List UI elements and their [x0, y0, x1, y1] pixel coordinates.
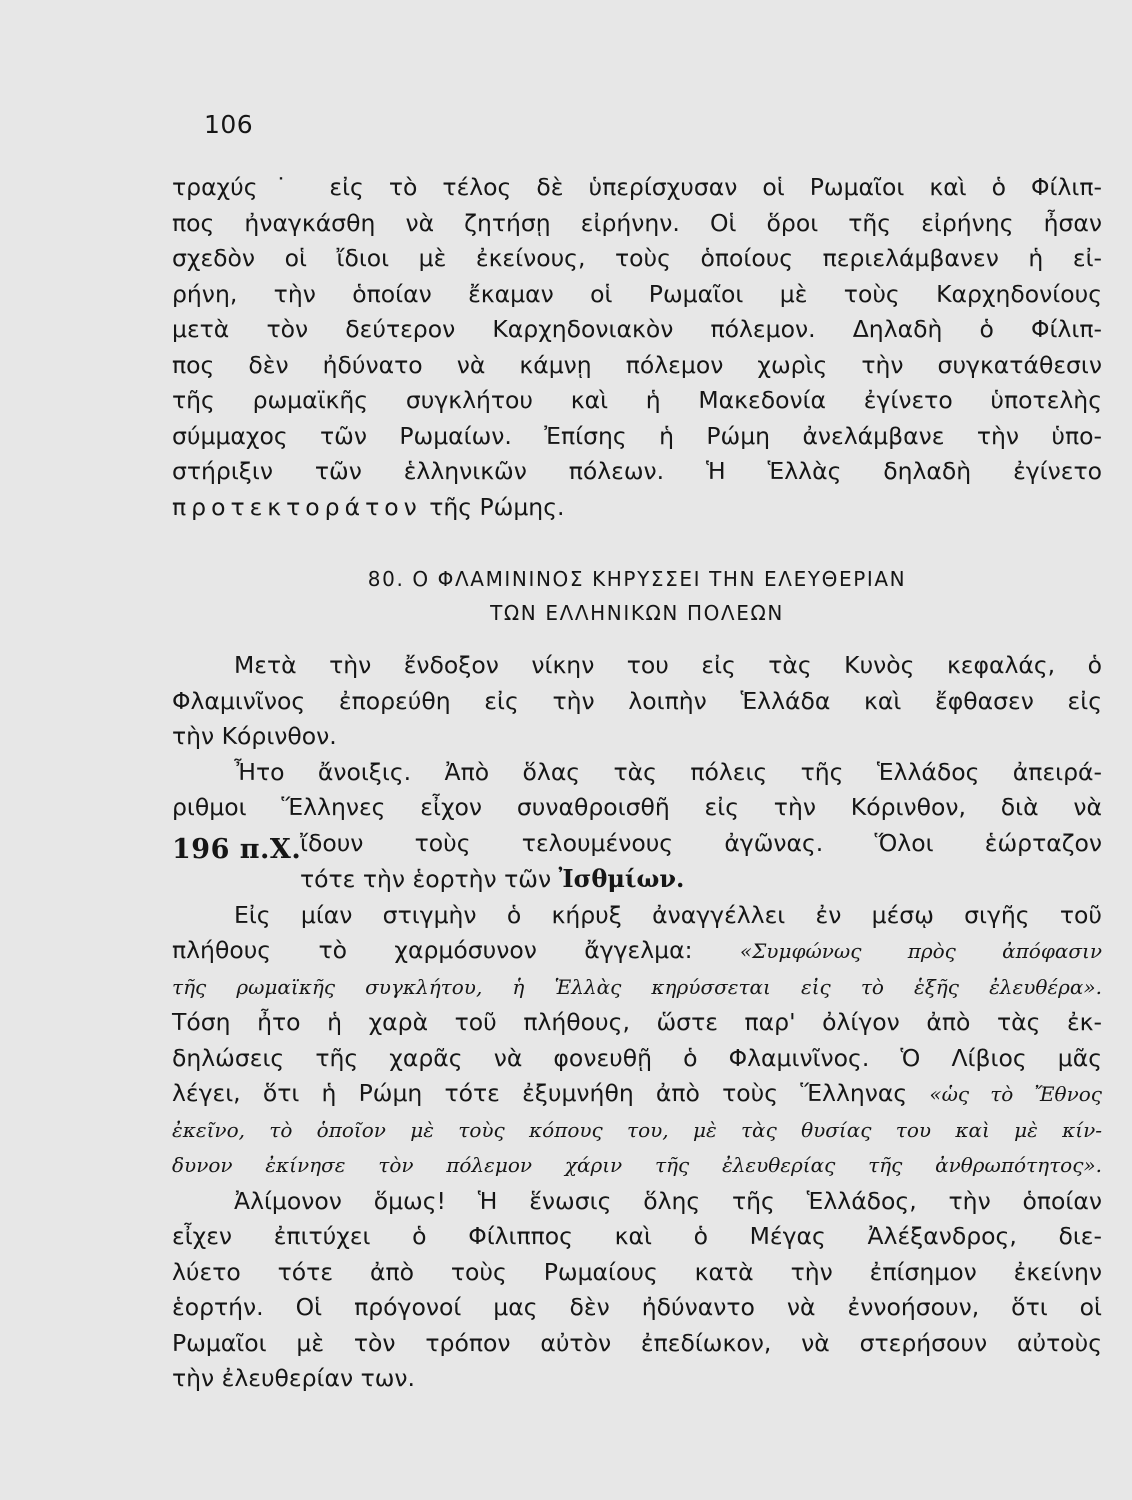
text-line: ἴδουν τοὺς τελουμένους ἀγῶνας. Ὅλοι ἑώρταζον: [300, 828, 1102, 857]
text-line: τὴν Κόρινθον.: [172, 722, 337, 750]
spaced-word: προτεκτοράτον: [172, 492, 422, 521]
intro-paragraph: [172, 170, 1102, 525]
text-line: μετὰ τὸν δεύτερον Καρχηδονιακὸν πόλεμον. Δηλαδὴ ὁ Φίλιπ-: [172, 315, 1102, 343]
page-number: 106: [204, 110, 254, 139]
text-line: Φλαμινῖνος ἐπορεύθη εἰς τὴν λοιπὴν Ἑλλάδα καὶ ἔφθασεν εἰς: [172, 686, 1102, 715]
section-body: [172, 648, 1102, 1397]
quote-fragment: «Συμφώνως πρὸς ἀπόφασιν: [739, 939, 1102, 963]
emphasized-word: Ἰσθμίων.: [558, 864, 685, 893]
quote-fragment: «ὡς τὸ Ἔθνος: [929, 1082, 1102, 1106]
text-line: ριθμοι Ἕλληνες εἶχον συναθροισθῆ εἰς τὴν Κόρινθον, διὰ νὰ: [172, 793, 1102, 821]
text-line: [172, 490, 1102, 526]
text-line: [172, 933, 1102, 970]
margin-date-note: 196 π.Χ.: [172, 833, 302, 865]
text-line: [172, 861, 1102, 898]
text-line: Ἀλίμονον ὅμως! Ἡ ἕνωσις ὅλης τῆς Ἑλλάδος, τὴν ὁποίαν: [234, 1186, 1102, 1215]
text-line: Ἦτο ἄνοιξις. Ἀπὸ ὅλας τὰς πόλεις τῆς Ἑλλάδος ἀπειρά-: [234, 757, 1102, 786]
text-fragment: πλήθους τὸ χαρμόσυνον ἄγγελμα:: [172, 936, 740, 964]
quote-line: δυνον ἐκίνησε τὸν πόλεμον χάριν τῆς ἐλευθερίας τῆς ἀνθρωπότητος».: [172, 1153, 1102, 1177]
text-fragment: τῆς Ρώμης.: [421, 492, 565, 521]
margin-note-row: [172, 826, 1102, 898]
text-line: πος ἠναγκάσθη νὰ ζητήσῃ εἰρήνην. Οἱ ὅροι τῆς εἰρήνης ἦσαν: [172, 208, 1102, 237]
section-heading: 80. Ο ΦΛΑΜΙΝΙΝΟΣ ΚΗΡΥΣΣΕΙ ΤΗΝ ΕΛΕΥΘΕΡΙΑΝ: [367, 567, 907, 591]
text-line: Ρωμαῖοι μὲ τὸν τρόπον αὐτὸν ἐπεδίωκον, νὰ στερήσουν αὐτοὺς: [172, 1328, 1102, 1357]
text-line: σύμμαχος τῶν Ρωμαίων. Ἐπίσης ἡ Ρώμη ἀνελάμβανε τὴν ὑπο-: [172, 421, 1102, 450]
text-line: πος δὲν ἠδύνατο νὰ κάμνῃ πόλεμον χωρὶς τὴν συγκατάθεσιν: [172, 350, 1102, 379]
text-line: στήριξιν τῶν ἑλληνικῶν πόλεων. Ἡ Ἑλλὰς δηλαδὴ ἐγίνετο: [172, 457, 1102, 485]
quote-line: ἐκεῖνο, τὸ ὁποῖον μὲ τοὺς κόπους του, μὲ τὰς θυσίας του καὶ μὲ κίν-: [172, 1117, 1102, 1142]
text-line: Εἰς μίαν στιγμὴν ὁ κήρυξ ἀναγγέλλει ἐν μέσῳ σιγῆς τοῦ: [234, 900, 1102, 929]
text-line: Τόση ἦτο ἡ χαρὰ τοῦ πλήθους, ὥστε παρ' ὀλίγον ἀπὸ τὰς ἐκ-: [172, 1008, 1102, 1036]
text-line: τραχύς˙ εἰς τὸ τέλος δὲ ὑπερίσχυσαν οἱ Ρωμαῖοι καὶ ὁ Φίλιπ-: [172, 173, 1102, 201]
text-line: τὴν ἐλευθερίαν των.: [172, 1364, 416, 1392]
text-line: δηλώσεις τῆς χαρᾶς νὰ φονευθῇ ὁ Φλαμινῖνος. Ὁ Λίβιος μᾶς: [172, 1043, 1102, 1072]
text-line: εἶχεν ἐπιτύχει ὁ Φίλιππος καὶ ὁ Μέγας Ἀλέξανδρος, διε-: [172, 1222, 1102, 1250]
text-line: [172, 1076, 1102, 1113]
section-heading-line2: ΤΩΝ ΕΛΛΗΝΙΚΩΝ ΠΟΛΕΩΝ: [490, 601, 784, 625]
text-line: ἑορτήν. Οἱ πρόγονοί μας δὲν ἠδύναντο νὰ ἐννοήσουν, ὅτι οἱ: [172, 1293, 1102, 1321]
text-line: ρήνη, τὴν ὁποίαν ἔκαμαν οἱ Ρωμαῖοι μὲ τοὺς Καρχηδονίους: [172, 279, 1102, 308]
text-line: Μετὰ τὴν ἔνδοξον νίκην του εἰς τὰς Κυνὸς κεφαλάς, ὁ: [234, 651, 1102, 679]
text-line: λύετο τότε ἀπὸ τοὺς Ρωμαίους κατὰ τὴν ἐπίσημον ἐκείνην: [172, 1257, 1102, 1286]
text-line: σχεδὸν οἱ ἴδιοι μὲ ἐκείνους, τοὺς ὁποίους περιελάμβανεν ἡ εἰ-: [172, 244, 1102, 272]
quote-line: τῆς ρωμαϊκῆς συγκλήτου, ἡ Ἑλλὰς κηρύσσεται εἰς τὸ ἑξῆς ἐλευθέρα».: [172, 974, 1102, 999]
text-fragment: τότε τὴν ἑορτὴν τῶν: [300, 865, 559, 893]
text-fragment: λέγει, ὅτι ἡ Ρώμη τότε ἐξυμνήθη ἀπὸ τοὺς Ἕλληνας: [172, 1079, 930, 1107]
text-line: τῆς ρωμαϊκῆς συγκλήτου καὶ ἡ Μακεδονία ἐγίνετο ὑποτελὴς: [172, 386, 1102, 414]
